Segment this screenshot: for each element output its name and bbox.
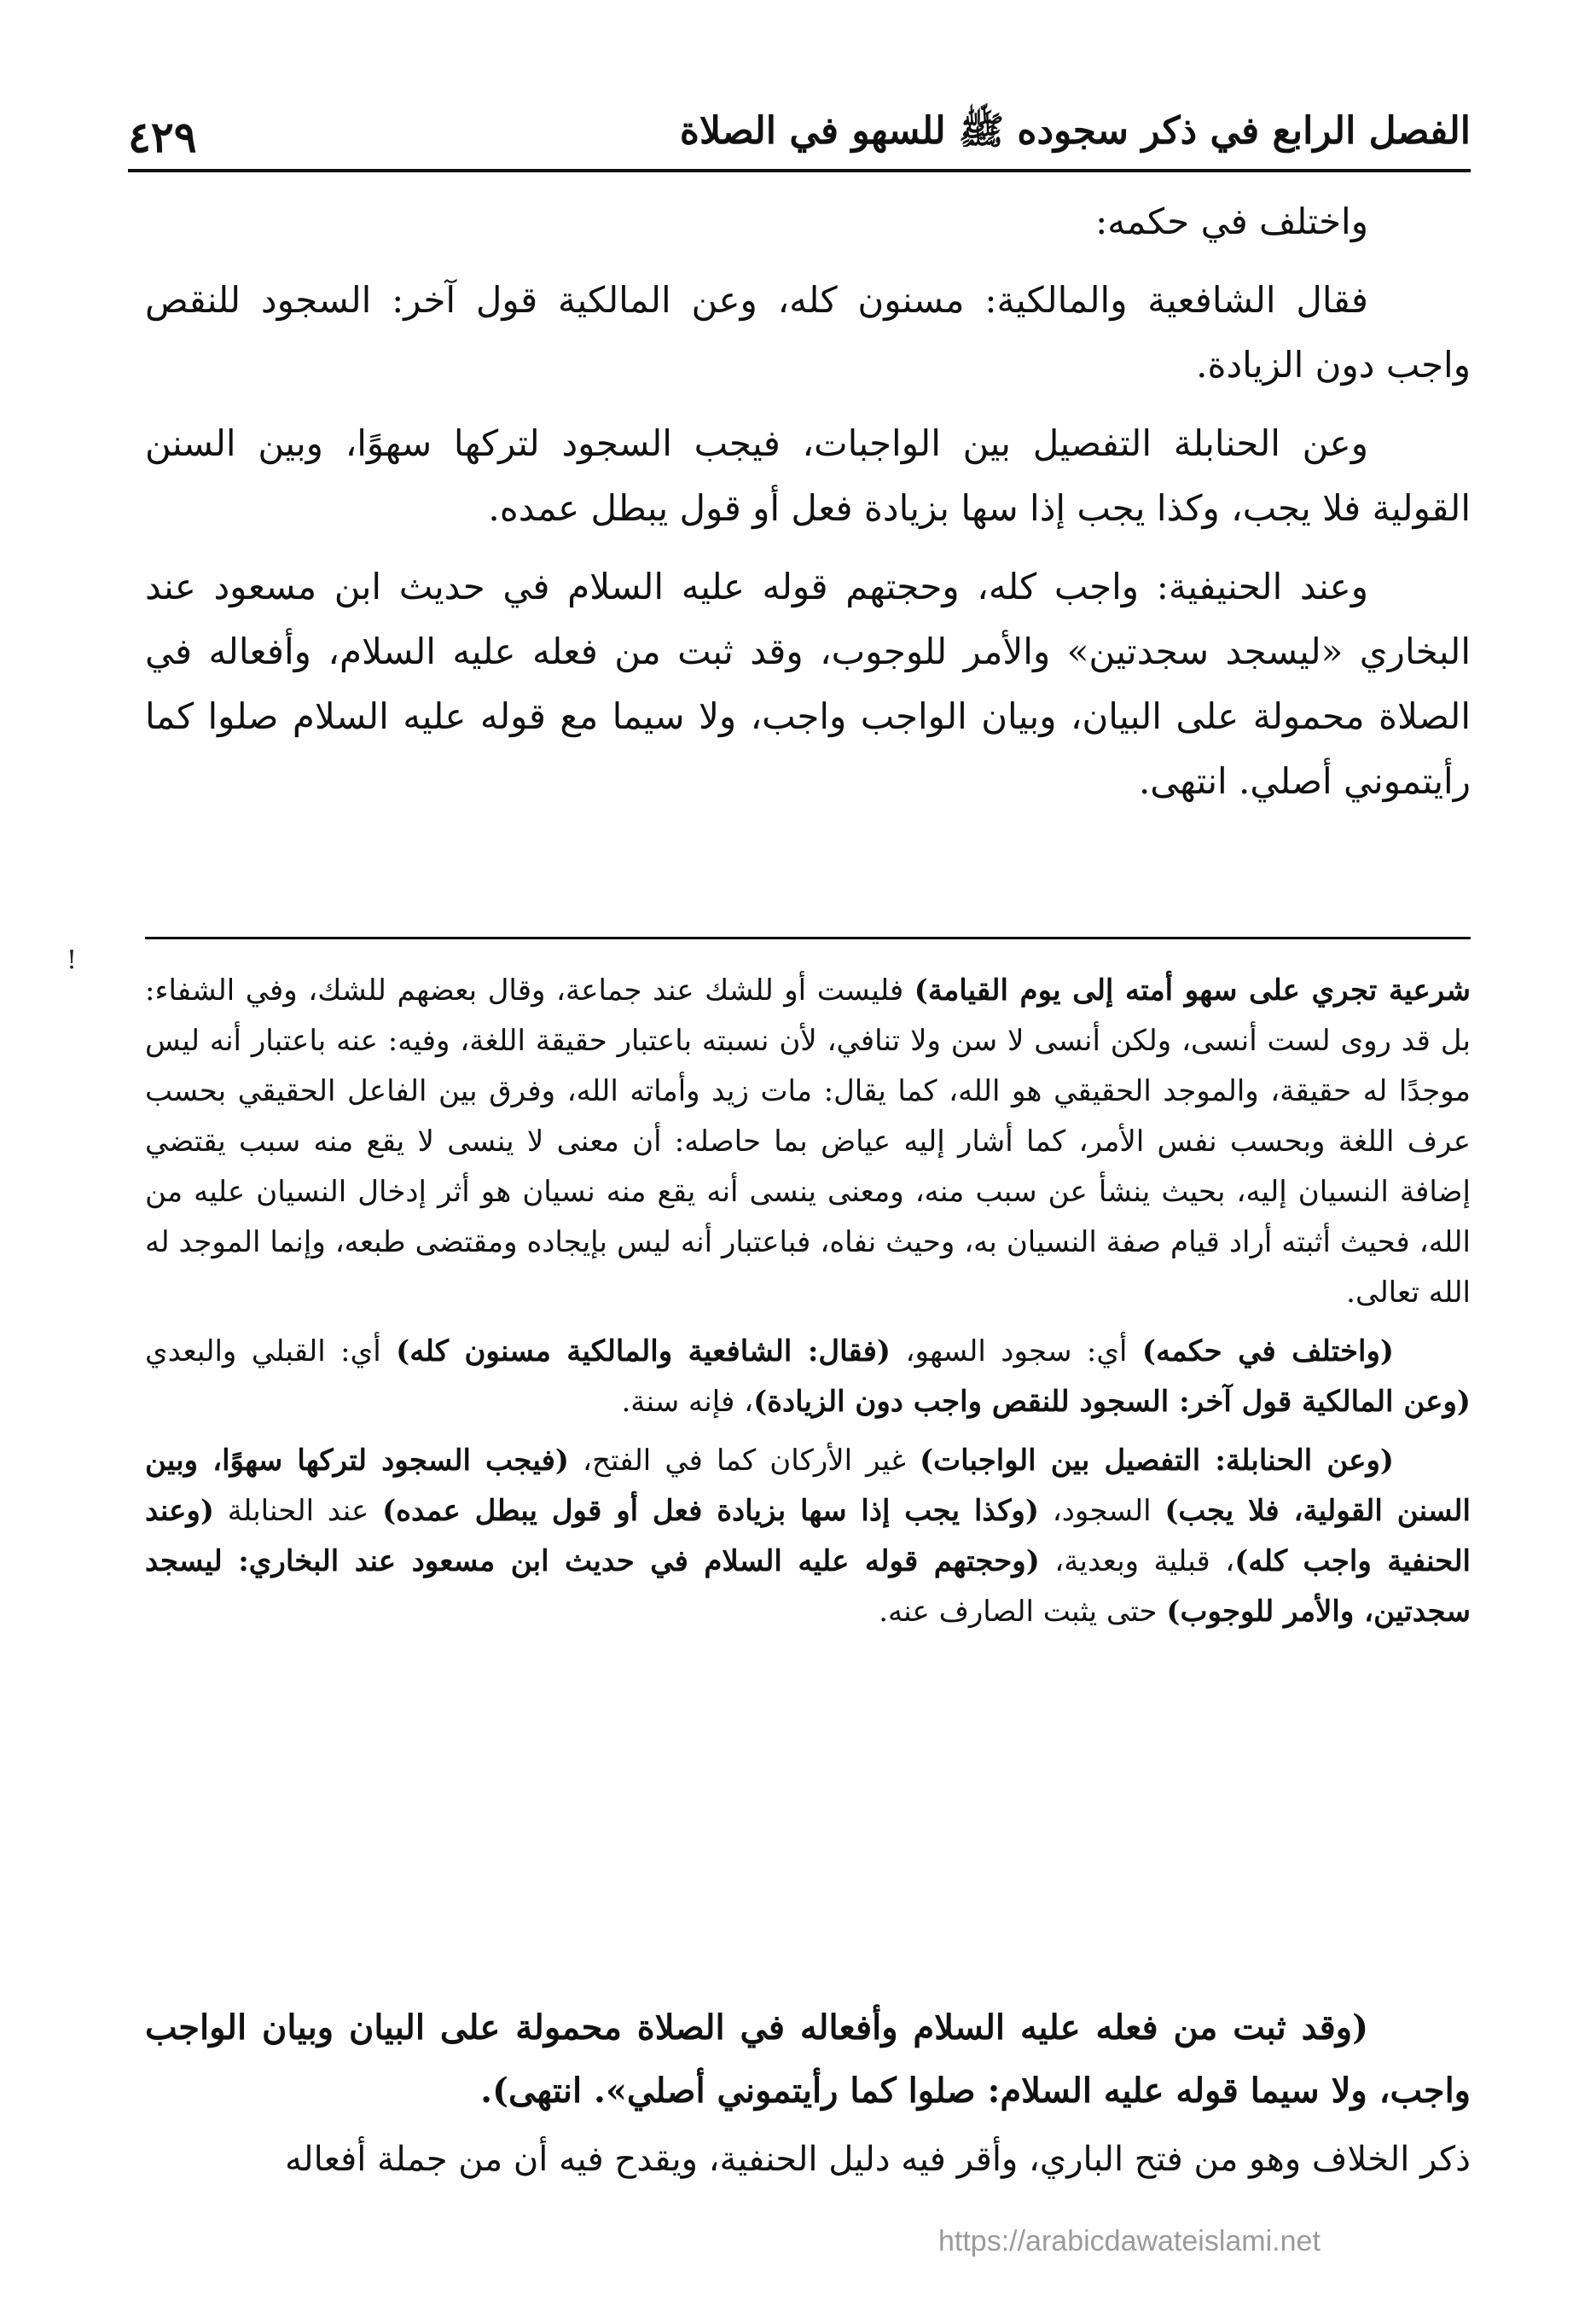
quoted-text: (وعند الحنفية واجب كله) [145, 1494, 1471, 1578]
page-header [128, 85, 1471, 172]
quoted-text: شرعية تجري على سهو أمته إلى يوم القيامة) [914, 973, 1471, 1008]
page-number: ٤٢٩ [128, 112, 197, 162]
quoted-text: (وقد ثبت من فعله عليه السلام وأفعاله في الصلاة محمولة على البيان وبيان الواجب واجب، ولا سيما قوله عليه السلام: صلوا كما رأيتموني أصلي». انتهى). [145, 2007, 1471, 2111]
commentary-text-span: السجود، [1038, 1494, 1165, 1528]
commentary-paragraph [145, 966, 1471, 1318]
commentary-text-span: أي: القبلي والبعدي [145, 1334, 397, 1368]
quoted-text: (وعن الحنابلة: التفصيل بين الواجبات) [920, 1444, 1394, 1478]
commentary-text-span: فليست أو للشك عند جماعة، وقال بعضهم للشك، وفي الشفاء: بل قد روى لست أنسى، ولكن أنسى لا سن ولا تنافي، لأن نسبته باعتبار حقيقة اللغة، وفيه: عنه باعتبار أنه ليس موجدًا له حقيقة، والموجد الحقيقي هو الله، كما يقال: مات زيد وأماته الله، وفرق بين الفاعل الحقيقي بحسب عرف اللغة وبحسب نفس الأمر، كما أشار إليه عياض بما حاصله: أن معنى لا ينسى لا يقع منه سبب يقتضي إضافة النسيان إليه، بحيث ينشأ عن سبب منه، ومعنى ينسى أنه يقع منه نسيان هو أثر إدخال النسيان عليه من الله، فحيث أثبته أراد قيام صفة النسيان به، وحيث نفاه، فباعتبار أنه ليس بإيجاده ومقتضى طبعه، وإنما الموجد له الله تعالى. [145, 973, 1471, 1310]
paragraph: ذكر الخلاف وهو من فتح الباري، وأقر فيه دليل الحنفية، ويقدح فيه أن من جملة أفعاله [284, 2140, 1471, 2179]
commentary-paragraph [145, 1436, 1471, 1637]
paragraph: وعند الحنيفية: واجب كله، وحجتهم قوله عليه السلام في حديث ابن مسعود عند البخاري «ليسجد سجدتين» والأمر للوجوب، وقد ثبت من فعله عليه السلام، وأفعاله في الصلاة محمولة على البيان، وبيان الواجب واجب، ولا سيما مع قوله عليه السلام صلوا كما رأيتموني أصلي. انتهى. [145, 566, 1471, 802]
separator-line [145, 937, 1471, 939]
paragraph [145, 1996, 1471, 2123]
footnote-separator [145, 930, 1471, 947]
main-text [145, 189, 1471, 828]
quoted-text: (فيجب السجود لتركها سهوًا، وبين السنن القولية، فلا يجب) [145, 1444, 1471, 1528]
paragraph: وعن الحنابلة التفصيل بين الواجبات، فيجب السجود لتركها سهوًا، وبين السنن القولية فلا يجب، وكذا يجب إذا سها بزيادة فعل أو قول يبطل عمده. [145, 422, 1471, 529]
commentary-text-span: عند الحنابلة [213, 1494, 383, 1528]
paragraph: فقال الشافعية والمالكية: مسنون كله، وعن المالكية قول آخر: السجود للنقص واجب دون الزيادة. [145, 279, 1471, 386]
quoted-text: (وكذا يجب إذا سها بزيادة فعل أو قول يبطل عمده) [382, 1494, 1039, 1528]
commentary-text-span: ، قبلية وبعدية، [1039, 1544, 1235, 1578]
watermark-url: https://arabicdawateislami.net [938, 2225, 1321, 2257]
commentary-text [145, 966, 1471, 1646]
quoted-text: (وحجتهم قوله عليه السلام في حديث ابن مسعود عند البخاري: ليسجد سجدتين، والأمر للوجوب) [145, 1544, 1471, 1629]
commentary-text-span: غير الأركان كما في الفتح، [568, 1444, 920, 1478]
paragraph: واختلف في حكمه: [1095, 200, 1368, 242]
margin-mark: ! [67, 945, 78, 975]
chapter-title: الفصل الرابع في ذكر سجوده ﷺ للسهو في الصلاة [679, 109, 1471, 153]
quoted-text: (واختلف في حكمه) [1141, 1334, 1394, 1368]
quoted-text: (فقال: الشافعية والمالكية مسنون كله) [396, 1334, 891, 1368]
commentary-text-span: أي: سجود السهو، [890, 1334, 1142, 1368]
commentary-paragraph [145, 1327, 1471, 1427]
quoted-text: (وعن المالكية قول آخر: السجود للنقص واجب دون الزيادة) [753, 1385, 1471, 1419]
commentary-text-span: حتى يثبت الصارف عنه. [879, 1595, 1167, 1629]
lower-text [145, 1996, 1471, 2196]
commentary-text-span: ، فإنه سنة. [621, 1385, 754, 1419]
